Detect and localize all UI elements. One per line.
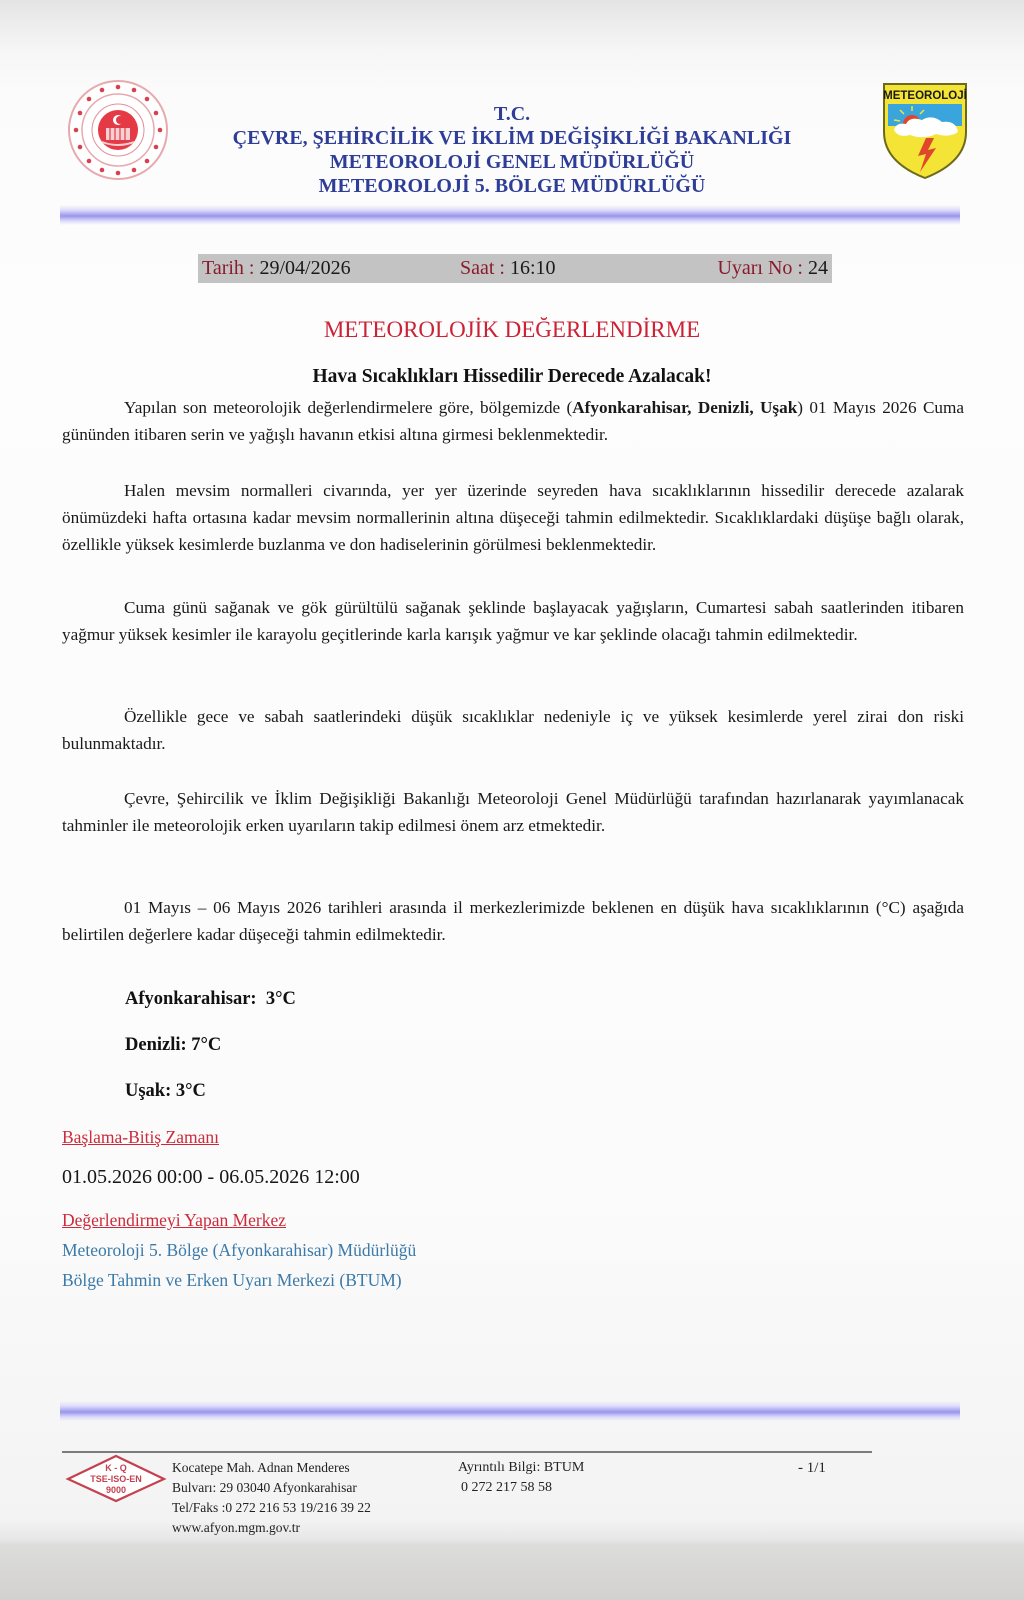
info-label: Ayrıntılı Bilgi: BTUM (458, 1460, 585, 1475)
period-label: Başlama-Bitiş Zamanı (62, 1127, 219, 1147)
meteoroloji-logo-text: METEOROLOJİ (883, 90, 967, 102)
time-label: Saat : (460, 257, 505, 279)
document-title: METEOROLOJİK DEĞERLENDİRME (323, 317, 701, 342)
date-value: 29/04/2026 (259, 257, 351, 279)
header-line-tc: T.C. (493, 103, 531, 125)
footer-info (458, 1458, 584, 1498)
time-field (460, 254, 556, 283)
paragraph-regions-end: ) 01 Mayıs 2026 Cuma gününden itibaren serin ve yağışlı havanın etkisi altına girmesi beklenmektedir. (62, 398, 964, 444)
footer-address (172, 1458, 371, 1538)
footer-rule (62, 1451, 872, 1453)
min-temp-value: 3°C (265, 989, 296, 1009)
website-link[interactable]: www.afyon.mgm.gov.tr (172, 1520, 300, 1535)
tse-logo-line1: K - Q (105, 1463, 127, 1473)
warning-number-field (717, 254, 828, 283)
info-bar (198, 254, 832, 283)
tse-logo-line2: TSE-ISO-EN (90, 1474, 142, 1484)
regions-list: Afyonkarahisar, Denizli, Uşak (572, 398, 798, 417)
min-temp-city: Uşak: (125, 1081, 172, 1101)
warning-number-value: 24 (808, 257, 828, 279)
period-value: 01.05.2026 00:00 - 06.05.2026 12:00 (62, 1166, 360, 1188)
min-temp-item (125, 1079, 206, 1103)
paragraph-advisory: Çevre, Şehircilik ve İklim Değişikliği Bakanlığı Meteoroloji Genel Müdürlüğü tarafından hazırlanarak yayımlanacak tahminler ile meteorolojik erken uyarıların takip edilmesi önem arz etmektedir. (62, 789, 964, 835)
paragraph-regions (62, 394, 964, 448)
address-line: Bulvarı: 29 03040 Afyonkarahisar (172, 1480, 357, 1495)
center-unit: Bölge Tahmin ve Erken Uyarı Merkezi (BTUM) (62, 1270, 402, 1290)
min-temp-value: 3°C (175, 1081, 206, 1101)
date-label: Tarih : (202, 257, 255, 279)
page-number: - 1/1 (798, 1460, 826, 1476)
min-temp-item (125, 987, 296, 1011)
min-temp-city: Denizli: (125, 1035, 187, 1055)
date-field (202, 254, 351, 283)
min-temp-value: 7°C (191, 1035, 222, 1055)
header-line-directorate: METEOROLOJİ GENEL MÜDÜRLÜĞÜ (329, 151, 695, 173)
header-line-ministry: ÇEVRE, ŞEHİRCİLİK VE İKLİM DEĞİŞİKLİĞİ BAKANLIĞI (232, 127, 792, 149)
min-temp-item (125, 1033, 221, 1057)
document-subtitle: Hava Sıcaklıkları Hissedilir Derecede Azalacak! (312, 366, 712, 387)
tse-logo-line3: 9000 (105, 1485, 127, 1495)
min-temp-city: Afyonkarahisar: (125, 989, 257, 1009)
address-line: Kocatepe Mah. Adnan Menderes (172, 1460, 350, 1475)
footer-divider-bar (60, 1401, 960, 1421)
paragraph-precipitation: Cuma günü sağanak ve gök gürültülü sağanak şeklinde başlayacak yağışların, Cumartesi sabah saatlerinden itibaren yağmur yüksek kesimler ile karayolu geçitlerinde karla karışık yağmur ve kar şeklinde olacağı tahmin edilmektedir. (62, 598, 964, 644)
paragraph-regions-start: Yapılan son meteorolojik değerlendirmelere göre, bölgemizde ( (124, 398, 573, 417)
paragraph-min-temps-intro: 01 Mayıs – 06 Mayıs 2026 tarihleri arasında il merkezlerimizde beklenen en düşük hava sıcaklıklarının (°C) aşağıda belirtilen değerlere kadar düşeceği tahmin edilmektedir. (62, 898, 964, 944)
contact-phone-fax: Tel/Faks :0 272 216 53 19/216 39 22 (172, 1500, 371, 1515)
header-divider-bar (60, 205, 960, 225)
header-titles (150, 102, 874, 198)
header-line-region: METEOROLOJİ 5. BÖLGE MÜDÜRLÜĞÜ (318, 175, 706, 197)
warning-number-label: Uyarı No : (717, 257, 803, 279)
paragraph-frost-risk: Özellikle gece ve sabah saatlerindeki düşük sıcaklıklar nedeniyle iç ve yüksek kesimlerde yerel zirai don riski bulunmaktadır. (62, 707, 964, 753)
tse-iso-en-9000-icon (64, 1453, 168, 1503)
info-phone: 0 272 217 58 58 (461, 1480, 552, 1495)
center-label: Değerlendirmeyi Yapan Merkez (62, 1210, 287, 1230)
meteoroloji-shield-icon (880, 80, 970, 180)
center-name: Meteoroloji 5. Bölge (Afyonkarahisar) Müdürlüğü (62, 1240, 417, 1260)
time-value: 16:10 (510, 257, 556, 279)
paragraph-temperature-drop: Halen mevsim normalleri civarında, yer yer üzerinde seyreden hava sıcaklıklarının hissedilir derecede azalarak önümüzdeki hafta ortasına kadar mevsim normallerinin altına düşeceği tahmin edilmektedir. Sıcaklıklardaki düşüşe bağlı olarak, özellikle yüksek kesimlerde buzlanma ve don hadiselerinin görülmesi beklenmektedir. (62, 481, 964, 554)
